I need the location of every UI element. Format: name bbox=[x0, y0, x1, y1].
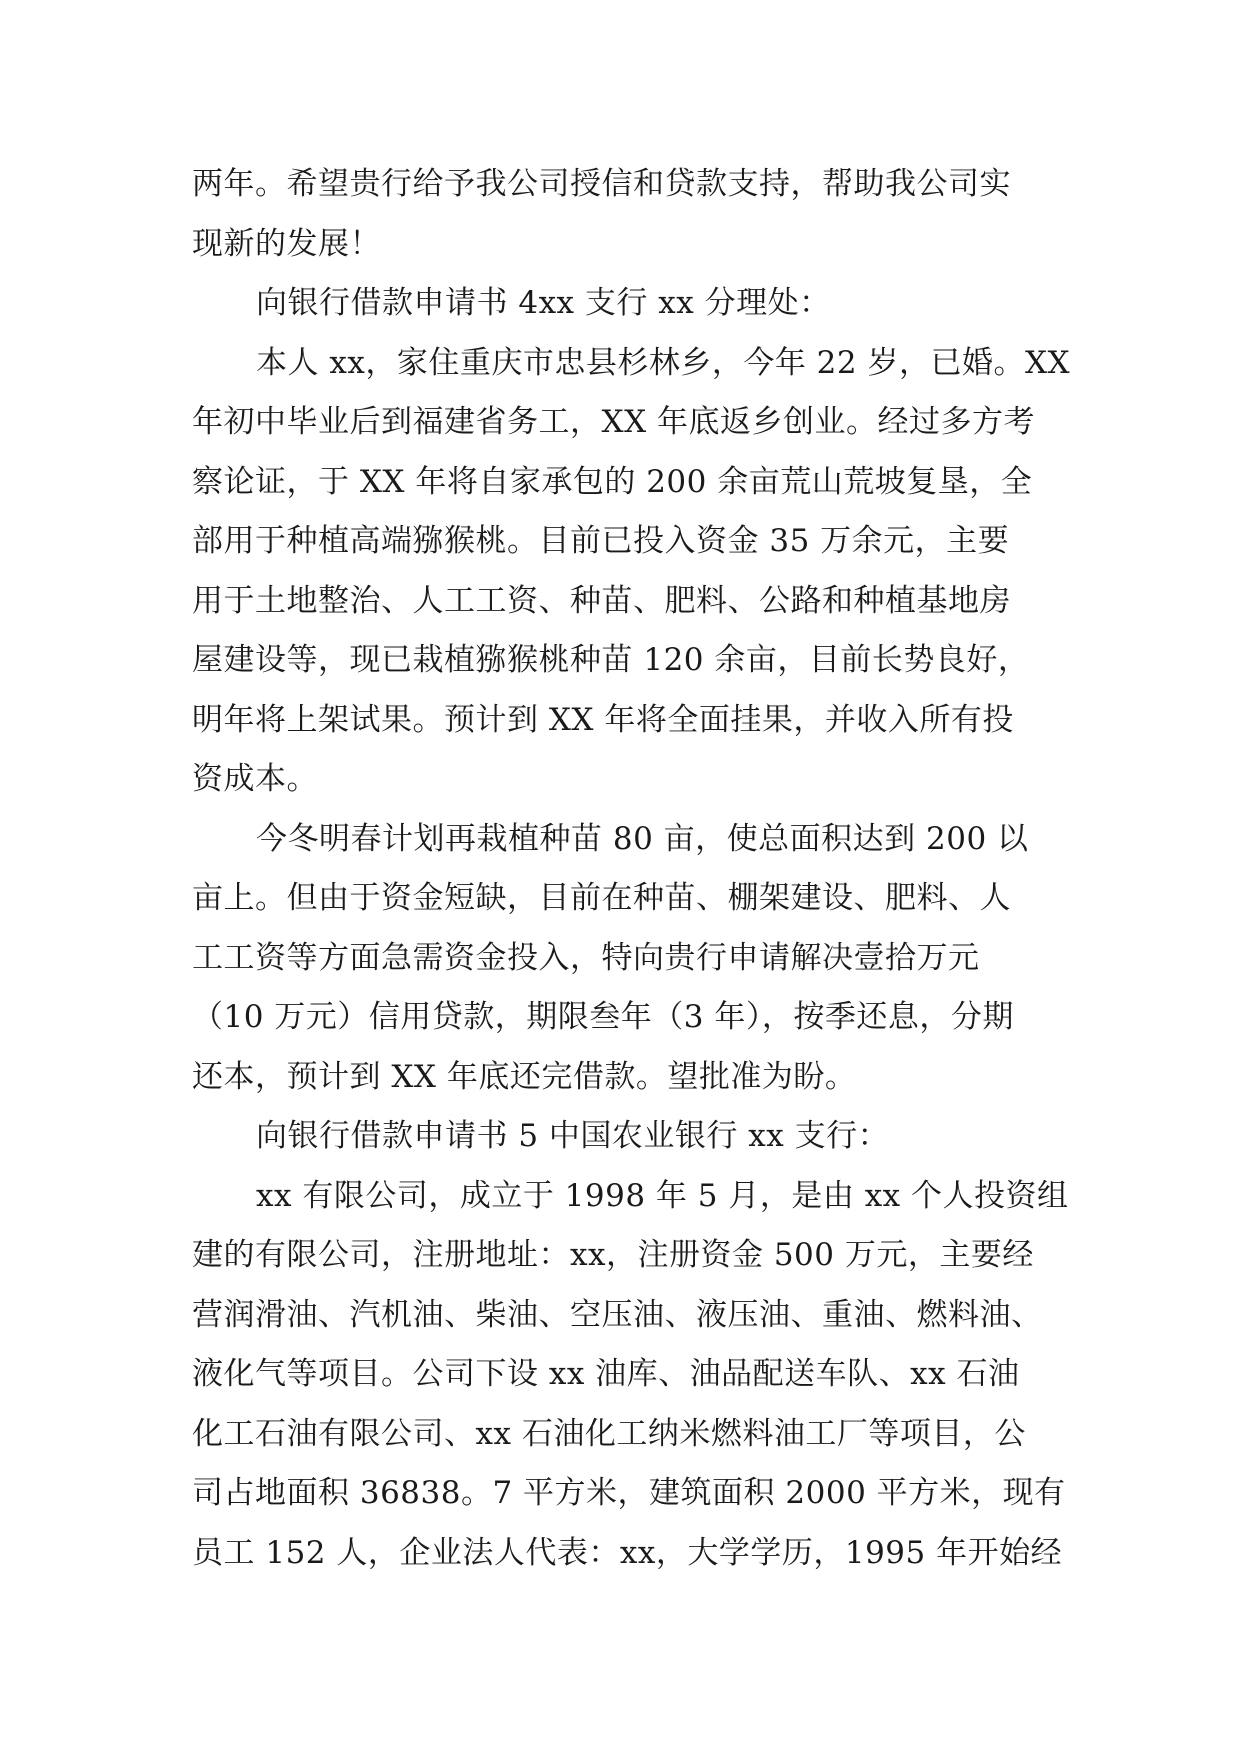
text-line: 用于土地整治、人工工资、种苗、肥料、公路和种植基地房 bbox=[192, 582, 1011, 619]
text-line: 向银行借款申请书 5 中国农业银行 xx 支行： bbox=[256, 1118, 890, 1154]
text-line: 亩上。但由于资金短缺，目前在种苗、棚架建设、肥料、人 bbox=[192, 880, 1011, 916]
text-line: 建的有限公司，注册地址：xx，注册资金 500 万元，主要经 bbox=[192, 1237, 1034, 1273]
text-line: 司占地面积 36838。7 平方米，建筑面积 2000 平方米，现有 bbox=[192, 1475, 1066, 1511]
text-line: xx 有限公司，成立于 1998 年 5 月，是由 xx 个人投资组 bbox=[256, 1177, 1069, 1214]
text-line: 现新的发展！ bbox=[192, 225, 381, 262]
text-line: 员工 152 人，企业法人代表：xx，大学学历，1995 年开始经 bbox=[192, 1534, 1063, 1571]
text-line: 两年。希望贵行给予我公司授信和贷款支持，帮助我公司实 bbox=[192, 166, 1011, 202]
text-line: 部用于种植高端猕猴桃。目前已投入资金 35 万余元，主要 bbox=[192, 523, 1010, 559]
text-line: 液化气等项目。公司下设 xx 油库、油品配送车队、xx 石油 bbox=[192, 1356, 1020, 1392]
text-line: 年初中毕业后到福建省务工，XX 年底返乡创业。经过多方考 bbox=[192, 404, 1035, 440]
text-line: 向银行借款申请书 4xx 支行 xx 分理处： bbox=[256, 285, 831, 321]
document-body bbox=[192, 155, 1071, 1583]
text-line: 明年将上架试果。预计到 XX 年将全面挂果，并收入所有投 bbox=[192, 701, 1014, 738]
text-line: 今冬明春计划再栽植种苗 80 亩，使总面积达到 200 以 bbox=[256, 820, 1029, 857]
text-line: 化工石油有限公司、xx 石油化工纳米燃料油工厂等项目，公 bbox=[192, 1415, 1026, 1452]
text-line: 营润滑油、汽机油、柴油、空压油、液压油、重油、燃料油、 bbox=[192, 1296, 1043, 1333]
text-line: 本人 xx，家住重庆市忠县杉林乡，今年 22 岁，已婚。XX bbox=[256, 344, 1071, 381]
text-line: 察论证，于 XX 年将自家承包的 200 余亩荒山荒坡复垦，全 bbox=[192, 463, 1033, 500]
text-line: 屋建设等，现已栽植猕猴桃种苗 120 余亩，目前长势良好， bbox=[192, 642, 1030, 678]
text-line: 资成本。 bbox=[192, 761, 318, 797]
text-line: 工工资等方面急需资金投入，特向贵行申请解决壹拾万元 bbox=[192, 939, 980, 976]
text-line: 还本，预计到 XX 年底还完借款。望批准为盼。 bbox=[192, 1058, 857, 1095]
text-line: （10 万元）信用贷款，期限叁年（3 年），按季还息，分期 bbox=[192, 999, 1014, 1035]
